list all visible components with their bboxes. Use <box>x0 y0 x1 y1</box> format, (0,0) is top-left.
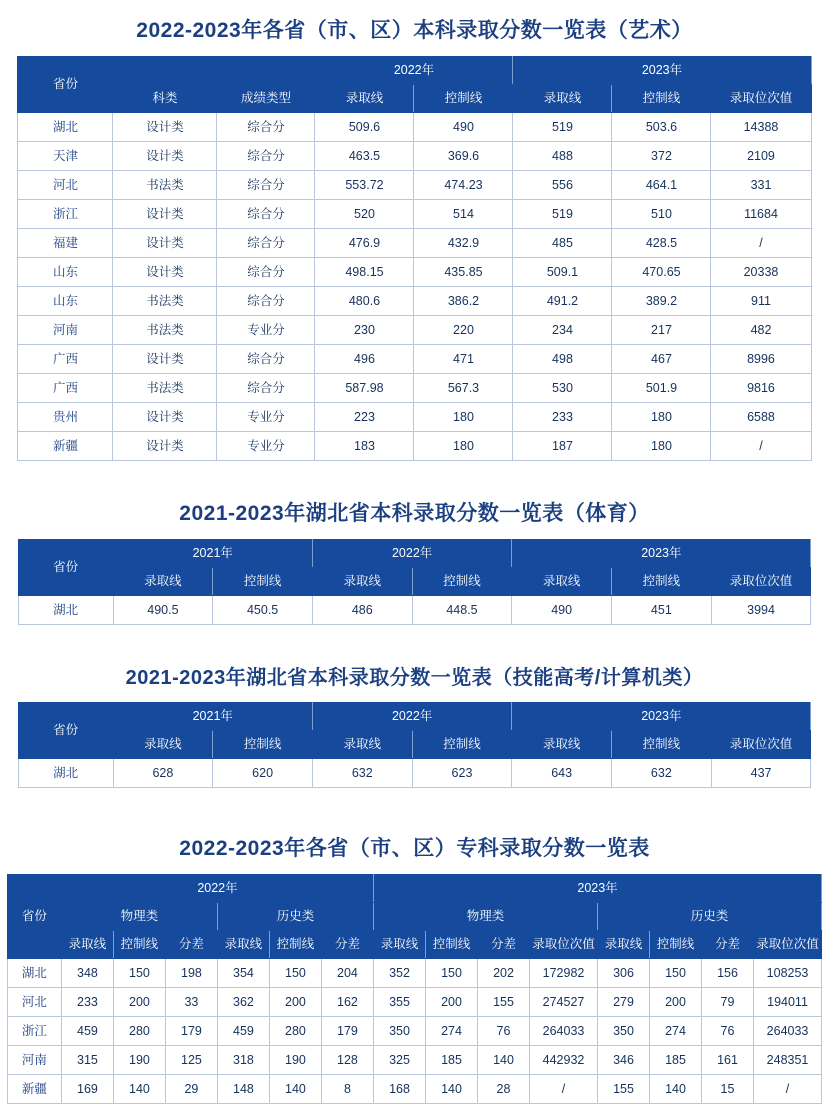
cell-c22: 567.3 <box>414 374 513 403</box>
cell-category: 设计类 <box>113 200 217 229</box>
header-control-line-p2023: 控制线 <box>426 931 478 959</box>
zhuanke-score-table <box>7 874 822 1104</box>
cell-province: 河南 <box>18 316 113 345</box>
cell-c23: 389.2 <box>612 287 711 316</box>
cell-c22: 471 <box>414 345 513 374</box>
table-row <box>7 1017 821 1046</box>
header-control-line-2021: 控制线 <box>213 731 313 759</box>
cell-h22_c: 280 <box>269 1017 321 1046</box>
header-admit-line-h2023: 录取线 <box>598 931 650 959</box>
zhuanke-table-head <box>7 875 821 959</box>
sport-table-body <box>18 596 811 625</box>
cell-p23_d: 28 <box>478 1075 530 1104</box>
header-category: 科类 <box>113 85 217 113</box>
cell-rank: 20338 <box>711 258 811 287</box>
cell-a22: 498.15 <box>315 258 414 287</box>
cell-score_type: 专业分 <box>217 316 315 345</box>
cell-province: 山东 <box>18 258 113 287</box>
header-control-line-2023: 控制线 <box>612 731 712 759</box>
cell-province: 贵州 <box>18 403 113 432</box>
cell-c23: 180 <box>612 403 711 432</box>
header-diff-p2022: 分差 <box>165 931 217 959</box>
cell-province: 湖北 <box>18 596 113 625</box>
table-row <box>18 374 811 403</box>
header-province: 省份 <box>18 703 113 759</box>
cell-a22: 509.6 <box>315 113 414 142</box>
cell-h23_r: 248351 <box>754 1046 822 1075</box>
cell-p23_d: 202 <box>478 959 530 988</box>
cell-province: 河南 <box>7 1046 61 1075</box>
cell-h23_c: 140 <box>650 1075 702 1104</box>
cell-score_type: 综合分 <box>217 287 315 316</box>
header-control-line-2022: 控制线 <box>414 85 513 113</box>
cell-c23: 372 <box>612 142 711 171</box>
cell-province: 广西 <box>18 374 113 403</box>
cell-h22_a: 459 <box>217 1017 269 1046</box>
cell-p23_a: 355 <box>374 988 426 1017</box>
header-year-2023: 2023年 <box>512 703 811 731</box>
cell-province: 山东 <box>18 287 113 316</box>
cell-a22: 230 <box>315 316 414 345</box>
cell-h23_d: 156 <box>702 959 754 988</box>
table-row <box>18 432 811 461</box>
header-year-2023: 2023年 <box>513 57 811 85</box>
cell-c23: 501.9 <box>612 374 711 403</box>
cell-p23_c: 274 <box>426 1017 478 1046</box>
header-diff-p2023: 分差 <box>478 931 530 959</box>
cell-score_type: 综合分 <box>217 258 315 287</box>
header-admit-line-2023: 录取线 <box>513 85 612 113</box>
header-rank-value-2023: 录取位次值 <box>711 85 811 113</box>
cell-p23_r: / <box>530 1075 598 1104</box>
skill-table-body <box>18 759 811 788</box>
cell-a23: 509.1 <box>513 258 612 287</box>
cell-p23_r: 172982 <box>530 959 598 988</box>
cell-p23_r: 264033 <box>530 1017 598 1046</box>
cell-c23: 467 <box>612 345 711 374</box>
cell-a23: 490 <box>512 596 612 625</box>
header-year-2023: 2023年 <box>374 875 822 903</box>
header-year-2022: 2022年 <box>312 703 511 731</box>
header-year-2022: 2022年 <box>312 540 511 568</box>
header-control-line-2022: 控制线 <box>412 731 512 759</box>
zhuanke-header-row-3 <box>7 931 821 959</box>
cell-a22: 183 <box>315 432 414 461</box>
cell-score_type: 专业分 <box>217 432 315 461</box>
cell-c22: 432.9 <box>414 229 513 258</box>
cell-p23_d: 155 <box>478 988 530 1017</box>
art-header-row-1 <box>18 57 811 85</box>
cell-a22: 463.5 <box>315 142 414 171</box>
cell-c22: 180 <box>414 432 513 461</box>
cell-a23: 498 <box>513 345 612 374</box>
cell-rank: 3994 <box>711 596 811 625</box>
cell-a22: 223 <box>315 403 414 432</box>
cell-h23_d: 76 <box>702 1017 754 1046</box>
cell-province: 河北 <box>7 988 61 1017</box>
cell-a23: 234 <box>513 316 612 345</box>
header-admit-line-p2023: 录取线 <box>374 931 426 959</box>
table-row <box>7 1046 821 1075</box>
skill-table-title: 2021-2023年湖北省本科录取分数一览表（技能高考/计算机类） <box>125 667 704 689</box>
cell-c22: 623 <box>412 759 512 788</box>
cell-p23_a: 325 <box>374 1046 426 1075</box>
cell-rank: 482 <box>711 316 811 345</box>
cell-score_type: 综合分 <box>217 345 315 374</box>
zhuanke-table-body <box>7 959 821 1104</box>
cell-score_type: 综合分 <box>217 200 315 229</box>
cell-h23_c: 274 <box>650 1017 702 1046</box>
cell-a21: 628 <box>113 759 213 788</box>
table-row <box>18 596 811 625</box>
cell-a22: 476.9 <box>315 229 414 258</box>
cell-p23_c: 200 <box>426 988 478 1017</box>
cell-p22_d: 29 <box>165 1075 217 1104</box>
cell-province: 浙江 <box>18 200 113 229</box>
cell-h23_d: 161 <box>702 1046 754 1075</box>
cell-h23_r: / <box>754 1075 822 1104</box>
sport-table-title: 2021-2023年湖北省本科录取分数一览表（体育） <box>179 502 650 525</box>
header-admit-line-2022: 录取线 <box>312 731 412 759</box>
header-diff-h2022: 分差 <box>321 931 373 959</box>
art-table-body <box>18 113 811 461</box>
cell-p22_c: 140 <box>113 1075 165 1104</box>
cell-a22: 587.98 <box>315 374 414 403</box>
cell-category: 书法类 <box>113 287 217 316</box>
header-year-2021: 2021年 <box>113 703 312 731</box>
cell-category: 设计类 <box>113 432 217 461</box>
cell-a22: 496 <box>315 345 414 374</box>
header-history-2022: 历史类 <box>217 903 373 931</box>
zhuanke-table-title: 2022-2023年各省（市、区）专科录取分数一览表 <box>179 837 650 860</box>
cell-p23_d: 76 <box>478 1017 530 1046</box>
cell-h22_a: 318 <box>217 1046 269 1075</box>
cell-h23_r: 264033 <box>754 1017 822 1046</box>
cell-h23_d: 79 <box>702 988 754 1017</box>
header-year-2022: 2022年 <box>61 875 373 903</box>
header-admit-line-2023: 录取线 <box>512 568 612 596</box>
art-score-table <box>17 56 811 461</box>
cell-p22_c: 280 <box>113 1017 165 1046</box>
cell-a22: 486 <box>312 596 412 625</box>
cell-c23: 217 <box>612 316 711 345</box>
cell-h23_a: 350 <box>598 1017 650 1046</box>
cell-rank: 9816 <box>711 374 811 403</box>
header-control-line-2022: 控制线 <box>412 568 512 596</box>
cell-c23: 470.65 <box>612 258 711 287</box>
cell-h23_c: 185 <box>650 1046 702 1075</box>
cell-score_type: 综合分 <box>217 374 315 403</box>
sport-score-table <box>18 539 812 625</box>
cell-h23_a: 306 <box>598 959 650 988</box>
cell-p23_c: 150 <box>426 959 478 988</box>
skill-table-head <box>18 703 811 759</box>
cell-p22_a: 315 <box>61 1046 113 1075</box>
cell-a23: 519 <box>513 113 612 142</box>
cell-a21: 490.5 <box>113 596 213 625</box>
cell-a23: 519 <box>513 200 612 229</box>
table-row <box>18 200 811 229</box>
header-province: 省份 <box>7 875 61 959</box>
cell-rank: / <box>711 432 811 461</box>
cell-p23_r: 442932 <box>530 1046 598 1075</box>
cell-score_type: 综合分 <box>217 229 315 258</box>
cell-a23: 488 <box>513 142 612 171</box>
cell-h23_r: 194011 <box>754 988 822 1017</box>
cell-rank: 2109 <box>711 142 811 171</box>
header-history-2023: 历史类 <box>598 903 822 931</box>
table-row <box>18 287 811 316</box>
table-row <box>7 988 821 1017</box>
table-row <box>7 1075 821 1104</box>
header-province: 省份 <box>18 57 113 113</box>
cell-province: 湖北 <box>18 113 113 142</box>
cell-c23: 464.1 <box>612 171 711 200</box>
table-row <box>7 959 821 988</box>
header-rank-value-p2023: 录取位次值 <box>530 931 598 959</box>
cell-h23_r: 108253 <box>754 959 822 988</box>
cell-province: 湖北 <box>18 759 113 788</box>
cell-h22_d: 204 <box>321 959 373 988</box>
cell-province: 新疆 <box>18 432 113 461</box>
cell-c21: 450.5 <box>213 596 313 625</box>
cell-h22_a: 362 <box>217 988 269 1017</box>
cell-score_type: 专业分 <box>217 403 315 432</box>
cell-p22_d: 33 <box>165 988 217 1017</box>
cell-h23_c: 150 <box>650 959 702 988</box>
cell-score_type: 综合分 <box>217 171 315 200</box>
cell-c22: 514 <box>414 200 513 229</box>
cell-c22: 369.6 <box>414 142 513 171</box>
cell-a22: 632 <box>312 759 412 788</box>
cell-p23_d: 140 <box>478 1046 530 1075</box>
cell-p22_c: 200 <box>113 988 165 1017</box>
cell-a22: 520 <box>315 200 414 229</box>
cell-h23_c: 200 <box>650 988 702 1017</box>
cell-p22_a: 169 <box>61 1075 113 1104</box>
table-row <box>18 171 811 200</box>
cell-a22: 480.6 <box>315 287 414 316</box>
header-year-2023: 2023年 <box>512 540 811 568</box>
cell-h22_d: 8 <box>321 1075 373 1104</box>
cell-p22_a: 348 <box>61 959 113 988</box>
cell-rank: 331 <box>711 171 811 200</box>
art-header-row-2 <box>18 85 811 113</box>
header-admit-line-2021: 录取线 <box>113 731 213 759</box>
cell-h23_a: 279 <box>598 988 650 1017</box>
zhuanke-header-row-2 <box>7 903 821 931</box>
cell-p22_a: 459 <box>61 1017 113 1046</box>
table-row <box>18 258 811 287</box>
cell-c23: 451 <box>612 596 712 625</box>
header-admit-line-2021: 录取线 <box>113 568 213 596</box>
cell-c21: 620 <box>213 759 313 788</box>
cell-h22_c: 190 <box>269 1046 321 1075</box>
header-control-line-h2022: 控制线 <box>269 931 321 959</box>
cell-rank: / <box>711 229 811 258</box>
table-row <box>18 316 811 345</box>
cell-p23_c: 140 <box>426 1075 478 1104</box>
header-province: 省份 <box>18 540 113 596</box>
cell-province: 广西 <box>18 345 113 374</box>
header-physics-2022: 物理类 <box>61 903 217 931</box>
header-blank <box>113 57 315 85</box>
cell-h23_d: 15 <box>702 1075 754 1104</box>
cell-p23_c: 185 <box>426 1046 478 1075</box>
cell-a23: 530 <box>513 374 612 403</box>
cell-h22_d: 162 <box>321 988 373 1017</box>
table-row <box>18 759 811 788</box>
cell-c22: 474.23 <box>414 171 513 200</box>
cell-p23_r: 274527 <box>530 988 598 1017</box>
cell-h23_a: 155 <box>598 1075 650 1104</box>
skill-header-row-2 <box>18 731 811 759</box>
header-admit-line-h2022: 录取线 <box>217 931 269 959</box>
cell-province: 河北 <box>18 171 113 200</box>
cell-h22_c: 140 <box>269 1075 321 1104</box>
header-control-line-2021: 控制线 <box>213 568 313 596</box>
header-control-line-2023: 控制线 <box>612 568 712 596</box>
header-admit-line-2022: 录取线 <box>312 568 412 596</box>
cell-a23: 233 <box>513 403 612 432</box>
cell-province: 天津 <box>18 142 113 171</box>
cell-c22: 435.85 <box>414 258 513 287</box>
cell-c23: 180 <box>612 432 711 461</box>
cell-category: 设计类 <box>113 113 217 142</box>
cell-category: 设计类 <box>113 142 217 171</box>
header-rank-value-h2023: 录取位次值 <box>754 931 822 959</box>
cell-c22: 448.5 <box>412 596 512 625</box>
cell-c22: 220 <box>414 316 513 345</box>
cell-province: 新疆 <box>7 1075 61 1104</box>
cell-p22_c: 190 <box>113 1046 165 1075</box>
cell-c22: 180 <box>414 403 513 432</box>
skill-score-table <box>18 702 812 788</box>
cell-p22_d: 179 <box>165 1017 217 1046</box>
header-admit-line-2022: 录取线 <box>315 85 414 113</box>
cell-province: 湖北 <box>7 959 61 988</box>
header-physics-2023: 物理类 <box>374 903 598 931</box>
header-control-line-h2023: 控制线 <box>650 931 702 959</box>
art-table-head <box>18 57 811 113</box>
cell-score_type: 综合分 <box>217 142 315 171</box>
cell-h22_a: 354 <box>217 959 269 988</box>
cell-category: 书法类 <box>113 316 217 345</box>
cell-p22_d: 198 <box>165 959 217 988</box>
cell-p22_c: 150 <box>113 959 165 988</box>
cell-h22_d: 179 <box>321 1017 373 1046</box>
cell-a23: 643 <box>512 759 612 788</box>
cell-category: 书法类 <box>113 171 217 200</box>
cell-a23: 491.2 <box>513 287 612 316</box>
cell-c23: 503.6 <box>612 113 711 142</box>
cell-h23_a: 346 <box>598 1046 650 1075</box>
cell-a23: 187 <box>513 432 612 461</box>
header-rank-value-2023: 录取位次值 <box>711 568 811 596</box>
header-admit-line-p2022: 录取线 <box>61 931 113 959</box>
header-admit-line-2023: 录取线 <box>512 731 612 759</box>
cell-c22: 490 <box>414 113 513 142</box>
zhuanke-header-row-1 <box>7 875 821 903</box>
table-row <box>18 142 811 171</box>
cell-rank: 437 <box>711 759 811 788</box>
cell-c23: 510 <box>612 200 711 229</box>
header-year-2022: 2022年 <box>315 57 513 85</box>
header-control-line-p2022: 控制线 <box>113 931 165 959</box>
table-row <box>18 345 811 374</box>
cell-c22: 386.2 <box>414 287 513 316</box>
cell-category: 书法类 <box>113 374 217 403</box>
cell-province: 浙江 <box>7 1017 61 1046</box>
sport-table-head <box>18 540 811 596</box>
cell-a23: 556 <box>513 171 612 200</box>
header-rank-value-2023: 录取位次值 <box>711 731 811 759</box>
skill-header-row-1 <box>18 703 811 731</box>
header-control-line-2023: 控制线 <box>612 85 711 113</box>
cell-category: 设计类 <box>113 345 217 374</box>
header-year-2021: 2021年 <box>113 540 312 568</box>
cell-a23: 485 <box>513 229 612 258</box>
cell-category: 设计类 <box>113 403 217 432</box>
cell-rank: 11684 <box>711 200 811 229</box>
cell-rank: 6588 <box>711 403 811 432</box>
cell-rank: 14388 <box>711 113 811 142</box>
cell-p22_a: 233 <box>61 988 113 1017</box>
cell-a22: 553.72 <box>315 171 414 200</box>
header-diff-h2023: 分差 <box>702 931 754 959</box>
sport-header-row-1 <box>18 540 811 568</box>
header-score-type: 成绩类型 <box>217 85 315 113</box>
cell-rank: 911 <box>711 287 811 316</box>
cell-province: 福建 <box>18 229 113 258</box>
cell-p23_a: 350 <box>374 1017 426 1046</box>
table-row <box>18 113 811 142</box>
cell-h22_d: 128 <box>321 1046 373 1075</box>
cell-h22_c: 200 <box>269 988 321 1017</box>
cell-p22_d: 125 <box>165 1046 217 1075</box>
cell-score_type: 综合分 <box>217 113 315 142</box>
cell-p23_a: 168 <box>374 1075 426 1104</box>
cell-c23: 632 <box>612 759 712 788</box>
cell-h22_c: 150 <box>269 959 321 988</box>
sport-header-row-2 <box>18 568 811 596</box>
cell-h22_a: 148 <box>217 1075 269 1104</box>
table-row <box>18 229 811 258</box>
cell-rank: 8996 <box>711 345 811 374</box>
cell-category: 设计类 <box>113 258 217 287</box>
cell-p23_a: 352 <box>374 959 426 988</box>
table-row <box>18 403 811 432</box>
cell-c23: 428.5 <box>612 229 711 258</box>
art-table-title: 2022-2023年各省（市、区）本科录取分数一览表（艺术） <box>136 19 693 42</box>
cell-category: 设计类 <box>113 229 217 258</box>
